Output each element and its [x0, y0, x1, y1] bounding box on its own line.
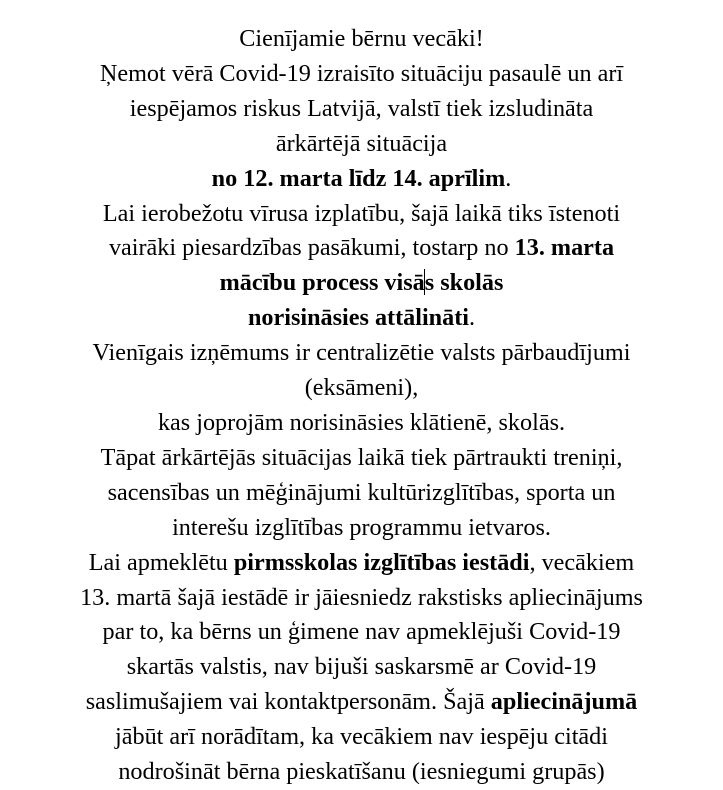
- text-run: Cienījamie bērnu vecāki!: [239, 25, 484, 52]
- text-run: par to, ka bērns un ģimene nav apmeklējuši Covid-19: [102, 618, 621, 646]
- text-line: [0, 476, 723, 511]
- text-run: Lai ierobežotu vīrusa izplatību, šajā laikā tiks īstenoti: [102, 199, 621, 227]
- text-run: interešu izglītības programmu ietvaros.: [172, 513, 551, 541]
- text-line: [0, 197, 723, 232]
- text-run: .: [469, 304, 476, 332]
- text-run: Tāpat ārkārtējās situācijas laikā tiek pārtraukti treniņi,: [100, 443, 623, 471]
- text-line: [0, 266, 723, 301]
- bold-text-run: mācību process visā: [219, 269, 425, 297]
- text-run: (eksāmeni),: [304, 374, 419, 402]
- text-run: skartās valstis, nav bijuši saskarsmē ar Covid-19: [126, 653, 597, 681]
- bold-text-run: apliecinājumā: [490, 688, 638, 716]
- text-run: saslimušajiem vai kontaktpersonām. Šajā: [85, 688, 491, 716]
- text-line: [0, 546, 723, 581]
- text-line: [0, 441, 723, 476]
- bold-text-run: pirmsskolas izglītības iestādi: [233, 548, 530, 576]
- text-run: 13. martā šajā iestādē ir jāiesniedz rakstisks apliecinājums: [80, 583, 643, 611]
- text-line: [0, 22, 723, 57]
- text-line: [0, 127, 723, 162]
- text-run: Ņemot vērā Covid-19 izraisīto situāciju pasaulē un arī: [99, 59, 624, 87]
- document-body: [0, 22, 723, 790]
- bold-text-run: norisināsies attālināti: [247, 304, 470, 332]
- text-run: sacensības un mēģinājumi kultūrizglītības, sporta un: [107, 478, 616, 506]
- text-line: [0, 231, 723, 266]
- text-run: Vienīgais izņēmums ir centralizētie valsts pārbaudījumi: [92, 339, 631, 367]
- bold-text-run: 13. marta: [514, 234, 615, 262]
- text-line: [0, 92, 723, 127]
- text-run: , vecākiem: [529, 548, 635, 576]
- text-run: nodrošināt bērna pieskatīšanu (iesniegumi grupās): [118, 758, 605, 786]
- text-line: [0, 371, 723, 406]
- text-run: Lai apmeklētu: [88, 548, 234, 576]
- text-line: [0, 57, 723, 92]
- text-line: [0, 685, 723, 720]
- text-run: ārkārtējā situācija: [275, 129, 448, 157]
- text-run: vairāki piesardzības pasākumi, tostarp no: [108, 234, 515, 262]
- text-line: [0, 406, 723, 441]
- text-run: .: [505, 164, 512, 192]
- bold-text-run: s skolās: [424, 269, 504, 297]
- text-line: [0, 336, 723, 371]
- text-line: [0, 581, 723, 616]
- bold-text-run: no 12. marta līdz 14. aprīlim: [211, 164, 506, 192]
- text-line: [0, 650, 723, 685]
- text-line: [0, 720, 723, 755]
- text-line: [0, 615, 723, 650]
- text-line: [0, 301, 723, 336]
- text-line: [0, 162, 723, 197]
- text-run: jābūt arī norādītam, ka vecākiem nav iespēju citādi: [115, 723, 608, 751]
- text-line: [0, 511, 723, 546]
- text-run: iespējamos riskus Latvijā, valstī tiek izsludināta: [129, 94, 594, 122]
- text-run: kas joprojām norisināsies klātienē, skolās.: [157, 408, 566, 436]
